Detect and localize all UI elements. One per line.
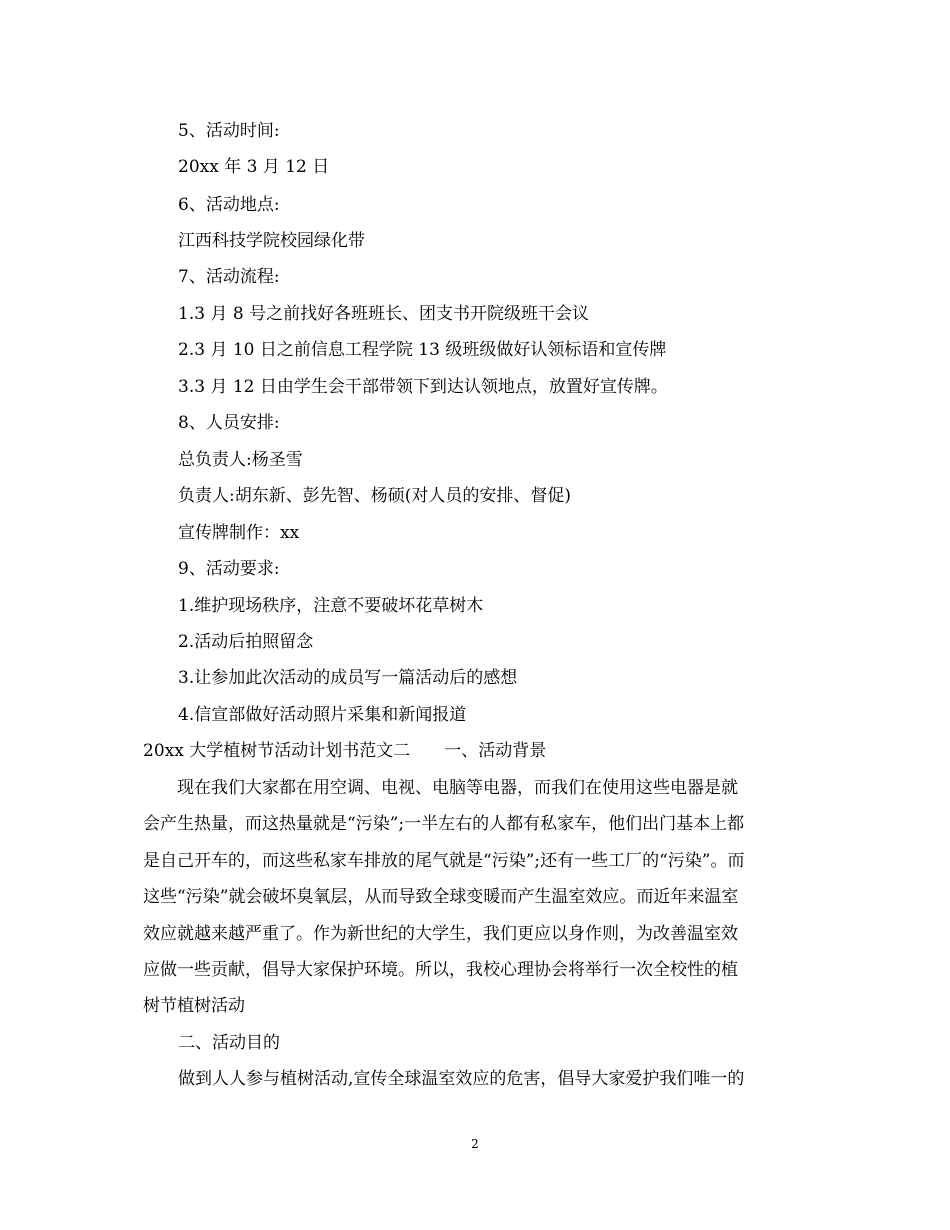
list-line: 5、活动时间:	[178, 121, 280, 141]
list-line: 3.让参加此次活动的成员写一篇活动后的感想	[178, 668, 518, 688]
list-line: 宣传牌制作：xx	[178, 523, 300, 543]
list-line: 3.3 月 12 日由学生会干部带领下到达认领地点，放置好宣传牌。	[178, 377, 668, 397]
list-line: 2.活动后拍照留念	[178, 632, 314, 652]
paragraph-line: 树节植树活动	[143, 996, 245, 1016]
list-line: 1.3 月 8 号之前找好各班班长、团支书开院级班干会议	[178, 304, 590, 324]
paragraph-line: 做到人人参与植树活动,宣传全球温室效应的危害，倡导大家爱护我们唯一的	[178, 1069, 745, 1089]
paragraph-line: 效应就越来越严重了。作为新世纪的大学生，我们更应以身作则，为改善温室效	[143, 924, 738, 944]
list-line: 4.信宣部做好活动照片采集和新闻报道	[178, 705, 467, 725]
list-line: 6、活动地点:	[178, 195, 280, 215]
paragraph-line: 是自己开车的，而这些私家车排放的尾气就是“污染”;还有一些工厂的“污染”。而	[143, 851, 745, 871]
list-line: 1.维护现场秩序，注意不要破坏花草树木	[178, 596, 484, 616]
paragraph-line: 会产生热量，而这热量就是“污染”;一半左右的人都有私家车，他们出门基本上都	[143, 814, 745, 834]
list-line: 9、活动要求:	[178, 559, 280, 579]
list-line: 7、活动流程:	[178, 267, 280, 287]
list-line: 8、人员安排:	[178, 413, 280, 433]
list-line: 负责人:胡东新、彭先智、杨硕(对人员的安排、督促)	[178, 486, 571, 506]
list-line: 总负责人:杨圣雪	[178, 450, 303, 470]
paragraph-line: 这些“污染”就会破坏臭氧层，从而导致全球变暖而产生温室效应。而近年来温室	[143, 887, 739, 907]
list-line: 2.3 月 10 日之前信息工程学院 13 级班级做好认领标语和宣传牌	[178, 340, 667, 360]
list-line: 20xx 年 3 月 12 日	[178, 157, 330, 177]
list-line: 江西科技学院校园绿化带	[178, 231, 365, 251]
page-number: 2	[471, 1137, 479, 1151]
section-heading: 二、活动目的	[178, 1033, 280, 1053]
paragraph-line: 应做一些贡献，倡导大家保护环境。所以，我校心理协会将举行一次全校性的植	[143, 960, 738, 980]
paragraph-line: 现在我们大家都在用空调、电视、电脑等电器，而我们在使用这些电器是就	[143, 778, 738, 798]
section-title: 20xx 大学植树节活动计划书范文二 一、活动背景	[143, 741, 547, 761]
